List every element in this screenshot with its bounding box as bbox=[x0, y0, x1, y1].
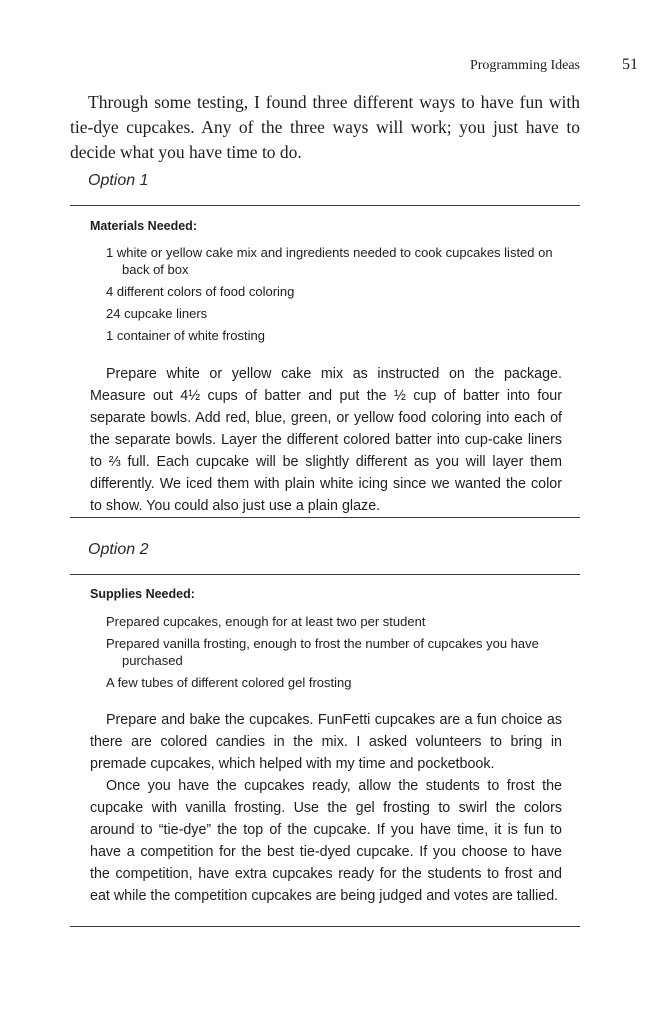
list-item: Prepared cupcakes, enough for at least two per student bbox=[106, 614, 426, 629]
option-1-top-rule bbox=[70, 205, 580, 206]
list-item: 24 cupcake liners bbox=[106, 306, 208, 321]
option-2-paragraph: Once you have the cupcakes ready, allow the students to frost the cupcake with vanilla frosting. Use the gel frosting to swirl the colors around to “tie-dye” the top of the cupcake. If you have time, it is fun to have a competition for the best tie-dyed cupcake. If you choose to have the competition, have extra cupcakes ready for the students to frost and eat while the competition cupcakes are being judged and votes are tallied. bbox=[90, 778, 562, 904]
running-header bbox=[70, 56, 638, 76]
intro-paragraph: Through some testing, I found three different ways to have fun with tie-dye cupcakes. Any of the three ways will work; you just have to decide what you have time to do. bbox=[70, 92, 580, 162]
list-item: 4 different colors of food coloring bbox=[106, 284, 295, 299]
page-number: 51 bbox=[622, 56, 638, 73]
materials-list bbox=[90, 244, 562, 349]
option-2-title: Option 2 bbox=[88, 541, 149, 558]
list-item: Prepared vanilla frosting, enough to frost the number of cupcakes you have purchased bbox=[106, 636, 539, 668]
option-2-body bbox=[90, 709, 562, 907]
option-1-title: Option 1 bbox=[88, 172, 149, 189]
option-2-top-rule bbox=[70, 574, 580, 575]
list-item: 1 white or yellow cake mix and ingredients needed to cook cupcakes listed on back of box bbox=[106, 245, 553, 277]
option-1-body bbox=[90, 363, 562, 517]
running-head-section: Programming Ideas bbox=[469, 58, 580, 73]
list-item: A few tubes of different colored gel frosting bbox=[106, 675, 352, 690]
materials-heading: Materials Needed: bbox=[90, 219, 197, 233]
supplies-list bbox=[90, 613, 562, 696]
option-1-paragraph: Prepare white or yellow cake mix as instructed on the package. Measure out 4½ cups of batter and put the ½ cup of batter into four separate bowls. Add red, blue, green, or yellow food coloring into each of the separate bowls. Layer the different colored batter into cup-cake liners to ⅔ full. Each cupcake will be slightly different as you will layer them differently. We iced them with plain white icing since we wanted the color to show. You could also just use a plain glaze. bbox=[90, 366, 562, 514]
option-2-paragraph: Prepare and bake the cupcakes. FunFetti cupcakes are a fun choice as there are colored candies in the mix. I asked volunteers to bring in premade cupcakes, which helped with my time and pocketbook. bbox=[90, 712, 562, 772]
list-item: 1 container of white frosting bbox=[106, 328, 265, 343]
option-1-bottom-rule bbox=[70, 517, 580, 518]
option-2-bottom-rule bbox=[70, 926, 580, 927]
supplies-heading: Supplies Needed: bbox=[90, 587, 195, 601]
